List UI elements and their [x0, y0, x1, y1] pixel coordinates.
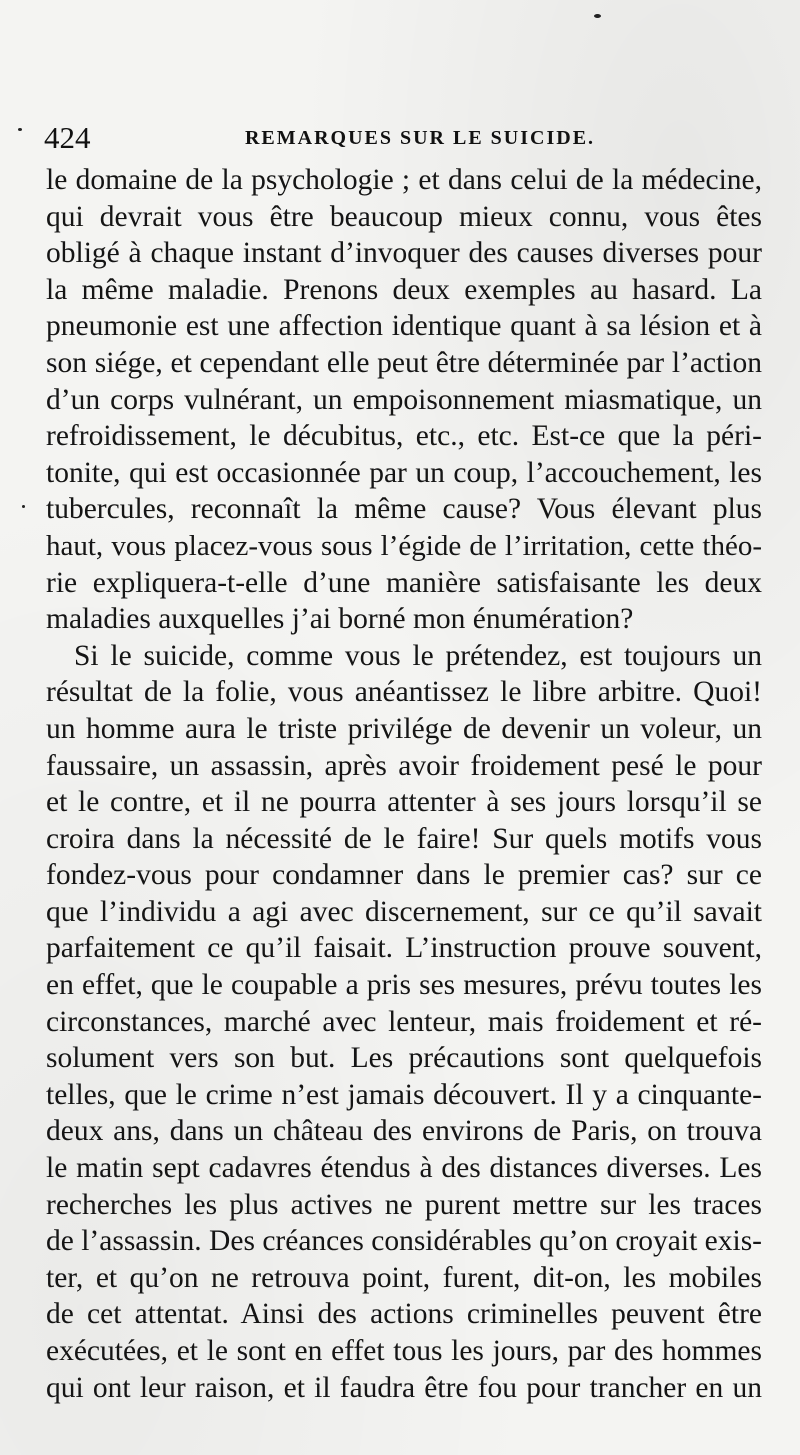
text-line: pneumonie est une affection identique quant à sa lésion et à: [46, 310, 762, 343]
running-head: REMARQUES SUR LE SUICIDE.: [244, 127, 596, 149]
text-line: le matin sept cadavres étendus à des distances diverses. Les: [46, 1152, 762, 1185]
text-line: d’un corps vulnérant, un empoisonnement miasmatique, un: [46, 383, 762, 416]
text-line: que l’individu a agi avec discernement, sur ce qu’il savait: [46, 895, 762, 928]
text-line: la même maladie. Prenons deux exemples au hasard. La: [46, 273, 762, 306]
text-line: fondez-vous pour condamner dans le premier cas? sur ce: [46, 859, 762, 892]
text-line: ter, et qu’on ne retrouva point, furent, dit-on, les mobiles: [46, 1261, 762, 1294]
text-line: un homme aura le triste privilége de devenir un voleur, un: [46, 712, 762, 745]
text-line: telles, que le crime n’est jamais découvert. Il y a cinquante-: [46, 1078, 762, 1111]
ink-speck: [594, 14, 601, 18]
text-line: tonite, qui est occasionnée par un coup, l’accouchement, les: [46, 456, 762, 489]
text-line: faussaire, un assassin, après avoir froidement pesé le pour: [46, 749, 762, 782]
text-line: solument vers son but. Les précautions sont quelquefois: [46, 1042, 762, 1075]
body-text: [46, 162, 762, 1406]
text-line: et le contre, et il ne pourra attenter à ses jours lorsqu’il se: [46, 786, 762, 819]
text-line: deux ans, dans un château des environs de Paris, on trouva: [46, 1115, 762, 1148]
text-line: en effet, que le coupable a pris ses mesures, prévu toutes les: [46, 969, 762, 1002]
text-line: exécutées, et le sont en effet tous les jours, par des hommes: [46, 1335, 762, 1367]
text-line: circonstances, marché avec lenteur, mais froidement et ré-: [46, 1005, 762, 1038]
text-line: recherches les plus actives ne purent mettre sur les traces: [46, 1188, 762, 1221]
text-line: Si le suicide, comme vous le prétendez, est toujours un: [74, 639, 762, 672]
text-line: qui devrait vous être beaucoup mieux connu, vous êtes: [46, 200, 762, 233]
ink-speck: [18, 128, 22, 131]
page-header: [44, 118, 756, 158]
text-line: maladies auxquelles j’ai borné mon énumération?: [46, 603, 634, 636]
text-line: refroidissement, le décubitus, etc., etc. Est-ce que la péri-: [46, 420, 762, 453]
text-line: son siége, et cependant elle peut être déterminée par l’action: [46, 346, 762, 379]
text-line: rie expliquera-t-elle d’une manière satisfaisante les deux: [46, 566, 762, 599]
text-line: tubercules, reconnaît la même cause? Vous élevant plus: [46, 493, 762, 526]
text-line: haut, vous placez-vous sous l’égide de l’irritation, cette théo-: [46, 529, 762, 562]
page-number: 424: [44, 120, 91, 155]
text-line: obligé à chaque instant d’invoquer des causes diverses pour: [46, 237, 762, 270]
ink-speck: [22, 505, 25, 508]
text-line: qui ont leur raison, et il faudra être fou pour trancher en un: [46, 1371, 762, 1404]
text-line: le domaine de la psychologie ; et dans celui de la médecine,: [46, 164, 762, 196]
text-line: de l’assassin. Des créances considérables qu’on croyait exis-: [46, 1225, 762, 1258]
text-line: croira dans la nécessité de le faire! Sur quels motifs vous: [46, 822, 762, 855]
text-line: résultat de la folie, vous anéantissez le libre arbitre. Quoi!: [46, 676, 762, 709]
text-line: parfaitement ce qu’il faisait. L’instruction prouve souvent,: [46, 932, 762, 965]
text-line: de cet attentat. Ainsi des actions criminelles peuvent être: [46, 1298, 762, 1331]
